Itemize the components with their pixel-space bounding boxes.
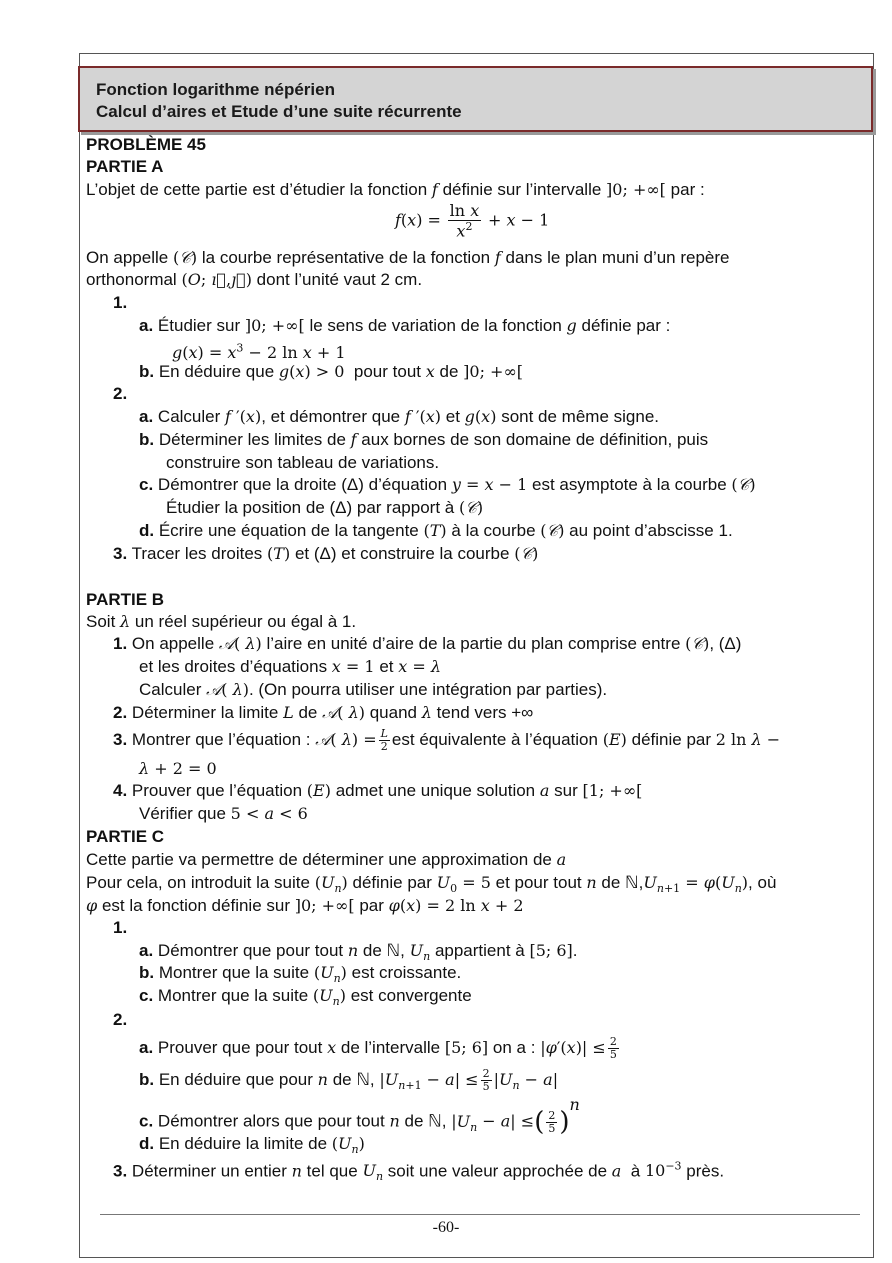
- question-c3: 3. Déterminer un entier n tel que $U_n$ soit une valeur approchée de a à $10^{-3}$ près.: [113, 1160, 725, 1184]
- equation-e-cont: λ + 2 = 0: [139, 759, 217, 778]
- part-c-sequence-def: Pour cela, on introduit la suite $(U_n)$ définie par $U_0 = 5$ et pour tout n de $ℕ,U_{n+1} = \varphi(U_n)$, où: [86, 873, 777, 896]
- question-b4-verify: Vérifier que 5 < a < 6: [139, 804, 308, 823]
- question-c2a: a. Prouver que pour tout x de l’intervalle [5; 6] on a : |φ′(x)| ≤ $\frac{2}{5}$: [139, 1035, 617, 1062]
- part-a-curve-def: On appelle (𝒞) la courbe représentative de la fonction f dans le plan muni d’un repère: [86, 248, 730, 267]
- question-a2a: a. Calculer f ′(x), et démontrer que f ′(x) et g(x) sont de même signe.: [139, 407, 659, 426]
- question-a1: 1.: [113, 293, 128, 312]
- question-c1c: c. Montrer que la suite $(U_n)$ est convergente: [139, 986, 472, 1009]
- question-b1-calc: Calculer 𝒜( λ). (On pourra utiliser une intégration par parties).: [139, 680, 608, 699]
- question-c1: 1.: [113, 918, 128, 937]
- part-c-title: PARTIE C: [86, 827, 165, 846]
- question-b1-cont: et les droites d’équations x = 1 et x = λ: [139, 657, 441, 676]
- part-c-phi-def: φ est la fonction définie sur ]0; +∞[ par φ(x) = 2 ln x + 2: [86, 896, 524, 915]
- question-a2d: d. Écrire une équation de la tangente (T) à la courbe (𝒞) au point d’abscisse 1.: [139, 521, 733, 540]
- function-g-formula: $g(x) = x^3 - 2$ ln x + 1: [172, 342, 346, 363]
- part-a-title: PARTIE A: [86, 157, 164, 176]
- question-a2b: b. Déterminer les limites de f aux bornes de son domaine de définition, puis: [139, 430, 709, 449]
- question-a2c-cont: Étudier la position de (Δ) par rapport à (𝒞): [166, 498, 484, 517]
- question-a3: 3. Tracer les droites (T) et (Δ) et construire la courbe (𝒞): [113, 544, 539, 563]
- chapter-subtitle: Calcul d’aires et Etude d’une suite récurrente: [96, 102, 462, 121]
- part-a-frame: orthonormal (O; ı⃗,ȷ⃗) dont l’unité vaut 2 cm.: [86, 270, 423, 289]
- question-c2c: c. Démontrer alors que pour tout n de ℕ, $|U_n - a|$ ≤( $\frac{2}{5}$ )$^n$: [139, 1095, 580, 1138]
- question-a1a: a. Étudier sur ]0; +∞[ le sens de variation de la fonction g définie par :: [139, 316, 671, 335]
- problem-title: PROBLÈME 45: [86, 135, 206, 154]
- question-a1b: b. En déduire que g(x) > 0 pour tout x de ]0; +∞[: [139, 362, 524, 381]
- question-c1a: a. Démontrer que pour tout n de ℕ, $U_n$ appartient à [5; 6].: [139, 941, 578, 964]
- part-b-title: PARTIE B: [86, 590, 165, 609]
- question-b4: 4. Prouver que l’équation (E) admet une unique solution a sur [1; +∞[: [113, 781, 643, 800]
- function-f-formula: f(x) = $\frac{\text{ln x}}{x^2}$ + x − 1: [395, 201, 550, 240]
- question-c2d: d. En déduire la limite de $(U_n)$: [139, 1134, 365, 1157]
- question-b3: 3. Montrer que l’équation : 𝒜( λ) = $\frac{L}{2}$ est équivalente à l’équation (E) définie par 2 ln λ −: [113, 727, 781, 754]
- part-b-intro: Soit λ un réel supérieur ou égal à 1.: [86, 612, 357, 631]
- question-c2b: b. En déduire que pour n de ℕ, $|U_{n+1} - a|$ ≤ $\frac{2}{5}$ $|U_n - a|$: [139, 1067, 559, 1094]
- question-c1b: b. Montrer que la suite $(U_n)$ est croissante.: [139, 963, 462, 986]
- footer-rule: [100, 1214, 860, 1215]
- question-c2: 2.: [113, 1010, 128, 1029]
- chapter-title: Fonction logarithme népérien: [96, 80, 335, 99]
- page-number: -60-: [432, 1219, 460, 1236]
- chapter-header: [78, 66, 873, 132]
- part-a-intro: L’objet de cette partie est d’étudier la fonction f définie sur l’intervalle ]0; +∞[ par :: [86, 180, 705, 199]
- question-a2c: c. Démontrer que la droite (Δ) d’équation y = x − 1 est asymptote à la courbe (𝒞): [139, 475, 756, 494]
- part-c-intro: Cette partie va permettre de déterminer une approximation de a: [86, 850, 567, 869]
- question-b2: 2. Déterminer la limite L de 𝒜( λ) quand λ tend vers +∞: [113, 703, 534, 722]
- question-a2b-cont: construire son tableau de variations.: [166, 453, 440, 472]
- question-b1: 1. On appelle 𝒜( λ) l’aire en unité d’aire de la partie du plan comprise entre (𝒞), (Δ): [113, 634, 742, 653]
- question-a2: 2.: [113, 384, 128, 403]
